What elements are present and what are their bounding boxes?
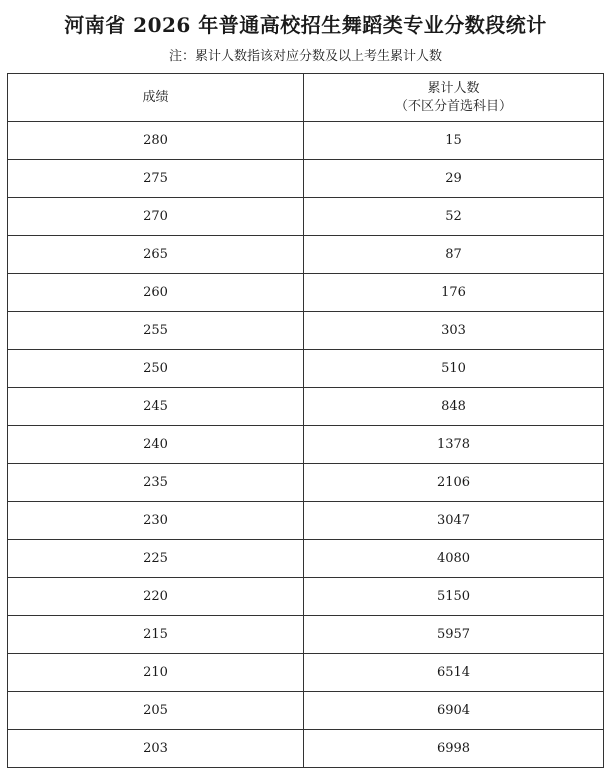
- cumulative-count-cell: 6514: [304, 654, 604, 692]
- table-row: [8, 730, 604, 768]
- score-cell: 275: [8, 160, 304, 198]
- table-row: [8, 350, 604, 388]
- cumulative-count-cell: 510: [304, 350, 604, 388]
- cumulative-count-cell: 15: [304, 122, 604, 160]
- table-row: [8, 122, 604, 160]
- cumulative-count-cell: 5957: [304, 616, 604, 654]
- table-body: [8, 122, 604, 768]
- header-cumulative-label: 累计人数: [427, 80, 480, 96]
- header-cumulative-sublabel: （不区分首选科目）: [394, 98, 512, 114]
- watermark: [604, 765, 608, 778]
- score-cell: 215: [8, 616, 304, 654]
- table-row: [8, 198, 604, 236]
- table-note: 注：累计人数指该对应分数及以上考生累计人数: [168, 49, 442, 64]
- table-row: [8, 502, 604, 540]
- table-row: [8, 236, 604, 274]
- table-row: [8, 654, 604, 692]
- cumulative-count-cell: 6904: [304, 692, 604, 730]
- table-row: [8, 274, 604, 312]
- score-cell: 230: [8, 502, 304, 540]
- score-cell: 280: [8, 122, 304, 160]
- table-row: [8, 692, 604, 730]
- score-cell: 205: [8, 692, 304, 730]
- table-row: [8, 312, 604, 350]
- cumulative-count-cell: 29: [304, 160, 604, 198]
- score-cell: 225: [8, 540, 304, 578]
- score-cell: 240: [8, 426, 304, 464]
- score-cell: 255: [8, 312, 304, 350]
- table-row: [8, 464, 604, 502]
- cumulative-count-cell: 5150: [304, 578, 604, 616]
- score-cell: 250: [8, 350, 304, 388]
- cumulative-count-cell: 3047: [304, 502, 604, 540]
- cumulative-count-cell: 6998: [304, 730, 604, 768]
- cumulative-count-cell: 303: [304, 312, 604, 350]
- header-score: 成绩: [8, 74, 304, 122]
- score-cell: 220: [8, 578, 304, 616]
- score-cell: 245: [8, 388, 304, 426]
- score-cell: 260: [8, 274, 304, 312]
- score-cell: 235: [8, 464, 304, 502]
- page-title: 河南省 2026 年普通高校招生舞蹈类专业分数段统计: [64, 13, 547, 37]
- score-distribution-table: [7, 73, 604, 768]
- score-cell: 270: [8, 198, 304, 236]
- score-cell: 203: [8, 730, 304, 768]
- score-cell: 265: [8, 236, 304, 274]
- cumulative-count-cell: 1378: [304, 426, 604, 464]
- cumulative-count-cell: 87: [304, 236, 604, 274]
- table-row: [8, 160, 604, 198]
- table-row: [8, 578, 604, 616]
- table-row: [8, 426, 604, 464]
- table-row: [8, 388, 604, 426]
- header-cumulative: [304, 74, 604, 122]
- table-row: [8, 540, 604, 578]
- cumulative-count-cell: 52: [304, 198, 604, 236]
- table-header-row: [8, 74, 604, 122]
- cumulative-count-cell: 2106: [304, 464, 604, 502]
- cumulative-count-cell: 4080: [304, 540, 604, 578]
- cumulative-count-cell: 848: [304, 388, 604, 426]
- table-row: [8, 616, 604, 654]
- score-cell: 210: [8, 654, 304, 692]
- cumulative-count-cell: 176: [304, 274, 604, 312]
